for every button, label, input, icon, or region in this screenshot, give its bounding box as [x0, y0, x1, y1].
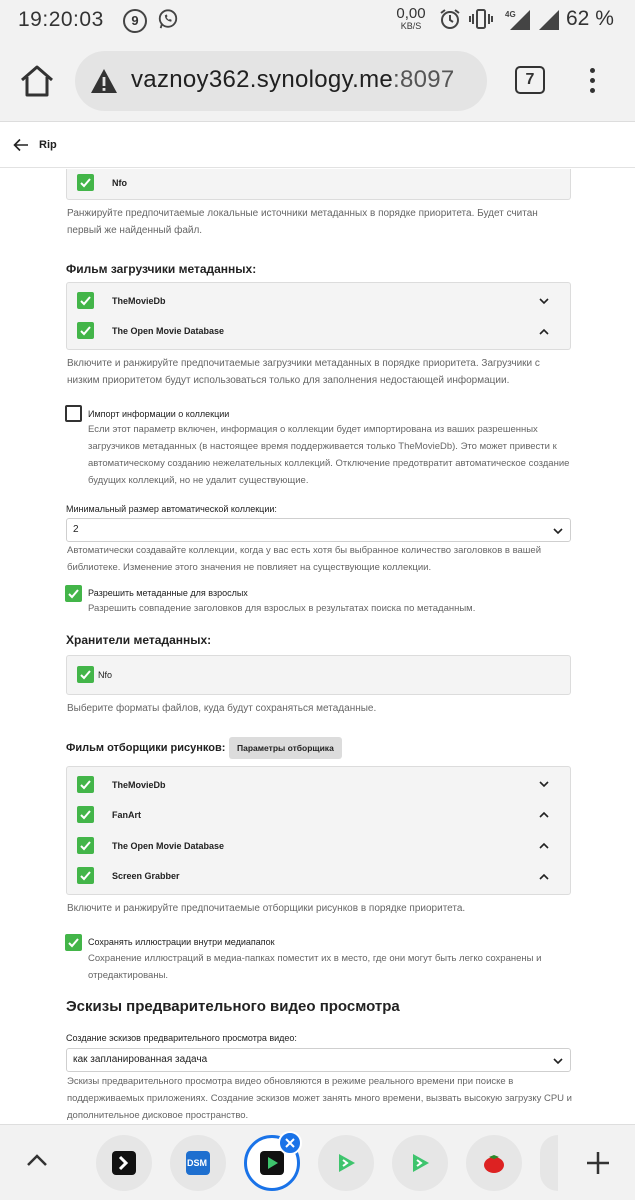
- net-speed: [391, 6, 431, 31]
- chevron-down-icon: [553, 528, 563, 535]
- tab-dsm[interactable]: [170, 1135, 226, 1191]
- fetcher-settings-button[interactable]: Параметры отборщика: [229, 737, 342, 759]
- tab-play-1[interactable]: [318, 1135, 374, 1191]
- dsm-icon: [186, 1151, 210, 1175]
- not-secure-warning-icon[interactable]: [90, 68, 118, 94]
- checkbox-downloader-omdb[interactable]: [77, 322, 94, 339]
- notification-count-badge: 9: [123, 9, 147, 33]
- check-icon: [79, 324, 92, 337]
- chevron-down-icon: [553, 1058, 563, 1065]
- image-fetchers-list: [66, 766, 571, 895]
- checkbox-fetcher-tmdb[interactable]: [77, 776, 94, 793]
- check-icon: [79, 176, 92, 189]
- min-collection-select[interactable]: [66, 518, 571, 542]
- address-bar[interactable]: [75, 51, 487, 111]
- signal-4g-icon: [504, 8, 532, 30]
- checkbox-local-nfo[interactable]: [77, 174, 94, 191]
- checkbox-adult-metadata[interactable]: [65, 585, 82, 602]
- tomato-icon: [482, 1151, 506, 1175]
- collection-import-title: Импорт информации о коллекции: [88, 409, 230, 419]
- jellyfin-icon: [260, 1151, 284, 1175]
- signal-icon: [537, 8, 561, 30]
- vibrate-icon: [469, 8, 493, 30]
- saver-label-nfo: Nfo: [98, 670, 113, 680]
- status-time: 19:20:03: [18, 8, 104, 31]
- trickplay-label: Создание эскизов предварительного просмотра видео:: [66, 1033, 297, 1043]
- tab-switcher-button[interactable]: 7: [515, 66, 545, 94]
- browser-toolbar: [0, 40, 635, 122]
- min-collection-value: 2: [73, 524, 79, 535]
- metadata-savers-help: Выберите форматы файлов, куда будут сохраняться метаданные.: [67, 703, 377, 714]
- home-icon[interactable]: [18, 62, 56, 100]
- checkbox-save-artwork[interactable]: [65, 934, 82, 951]
- downloader-label-omdb: The Open Movie Database: [112, 326, 225, 336]
- check-icon: [79, 808, 92, 821]
- play-store-icon: [334, 1151, 358, 1175]
- close-icon: [285, 1138, 295, 1148]
- back-arrow-icon[interactable]: [13, 138, 29, 152]
- checkbox-fetcher-omdb[interactable]: [77, 837, 94, 854]
- alarm-icon: [438, 8, 462, 30]
- url-host: vaznoy362.synology.me: [131, 66, 394, 93]
- checkbox-downloader-tmdb[interactable]: [77, 292, 94, 309]
- check-icon: [67, 587, 80, 600]
- adult-metadata-desc: Разрешить совпадение заголовков для взрослых в результатах поиска по метаданным.: [88, 603, 476, 614]
- trickplay-value: как запланированная задача: [73, 1054, 208, 1065]
- overflow-menu-icon[interactable]: [580, 66, 604, 96]
- battery-level: 62 %: [566, 7, 614, 30]
- close-tab-badge[interactable]: [278, 1131, 302, 1155]
- check-icon: [67, 936, 80, 949]
- check-icon: [79, 778, 92, 791]
- dsm-label: DSM: [187, 1158, 207, 1168]
- chevron-up-icon[interactable]: [26, 1153, 48, 1167]
- terminal-icon: [112, 1151, 136, 1175]
- net-speed-value: 0,00: [396, 5, 426, 22]
- fetcher-label-fanart: FanArt: [112, 810, 141, 820]
- new-tab-plus-icon[interactable]: [586, 1151, 610, 1175]
- tab-strip: [0, 1124, 635, 1200]
- metadata-savers-title: Хранители метаданных:: [66, 633, 212, 647]
- app-header: [0, 124, 635, 168]
- url-text[interactable]: [131, 66, 455, 94]
- page-title: Rip: [39, 139, 57, 151]
- check-icon: [79, 839, 92, 852]
- fetcher-label-omdb: The Open Movie Database: [112, 841, 225, 851]
- chevron-up-icon[interactable]: [539, 842, 549, 849]
- metadata-downloaders-help: Включите и ранжируйте предпочитаемые загрузчики метаданных в порядке приоритета. Загрузчики с низким приоритетом будут использоваться только для заполнения недостающей информации.: [67, 358, 540, 386]
- fetcher-label-tmdb: TheMovieDb: [112, 780, 166, 790]
- metadata-downloaders-title: Фильм загрузчики метаданных:: [66, 262, 257, 276]
- play-store-icon: [408, 1151, 432, 1175]
- min-collection-label: Минимальный размер автоматической коллекции:: [66, 504, 277, 514]
- settings-content: [0, 169, 635, 1123]
- chevron-down-icon[interactable]: [539, 298, 549, 305]
- tab-play-2[interactable]: [392, 1135, 448, 1191]
- checkbox-collection-import[interactable]: [65, 405, 82, 422]
- tab-terminal[interactable]: [96, 1135, 152, 1191]
- metadata-downloaders-list: [66, 282, 571, 350]
- adult-metadata-title: Разрешить метаданные для взрослых: [88, 588, 248, 598]
- checkbox-fetcher-fanart[interactable]: [77, 806, 94, 823]
- check-icon: [79, 668, 92, 681]
- check-icon: [79, 294, 92, 307]
- local-source-label: Nfo: [112, 178, 127, 188]
- whatsapp-icon: [157, 8, 179, 30]
- save-artwork-desc: Сохранение иллюстраций в медиа-папках поместит их в место, где они могут быть легко сохранены и отредактированы.: [88, 953, 542, 981]
- image-fetchers-title: Фильм отборщики рисунков:: [66, 742, 226, 754]
- min-collection-help: Автоматически создавайте коллекции, когда у вас есть хотя бы выбранное количество заголовков в вашей библиотеке. Изменение этого значения не повлияет на существующие коллекции.: [67, 545, 542, 573]
- status-bar: [0, 0, 635, 40]
- tab-partial[interactable]: [540, 1135, 558, 1191]
- metadata-savers-list: [66, 655, 571, 695]
- checkbox-saver-nfo[interactable]: [77, 666, 94, 683]
- check-icon: [79, 869, 92, 882]
- local-sources-list: [66, 169, 571, 200]
- save-artwork-title: Сохранять иллюстрации внутри медиапапок: [88, 937, 275, 947]
- checkbox-fetcher-screengrabber[interactable]: [77, 867, 94, 884]
- trickplay-select[interactable]: [66, 1048, 571, 1072]
- trickplay-heading: Эскизы предварительного видео просмотра: [66, 998, 400, 1015]
- downloader-label-tmdb: TheMovieDb: [112, 296, 166, 306]
- network-type-label: 4G: [505, 10, 516, 19]
- chevron-up-icon[interactable]: [539, 811, 549, 818]
- tab-tomato[interactable]: [466, 1135, 522, 1191]
- url-port: :8097: [393, 66, 455, 93]
- trickplay-help: Эскизы предварительного просмотра видео обновляются в режиме реального времени при поиске в поддерживаемых приложениях. Создание эскизов может занять много времени, вызвать высокую загрузку CPU и дополнительное дисковое пространство.: [67, 1076, 572, 1121]
- collection-import-desc: Если этот параметр включен, информация о коллекции будет импортирована из ваших разрешенных загрузчиков метаданных (в настоящее время поддерживается только TheMovieDb). Это может привести к автоматическому созданию нежелательных коллекций. Отключение предотвратит автоматическое создание будущих коллекций, но не удалит существующие.: [88, 424, 570, 486]
- chevron-up-icon[interactable]: [539, 873, 549, 880]
- chevron-down-icon[interactable]: [539, 781, 549, 788]
- chevron-up-icon[interactable]: [539, 328, 549, 335]
- image-fetchers-help: Включите и ранжируйте предпочитаемые отборщики рисунков в порядке приоритета.: [67, 903, 466, 914]
- fetcher-label-screengrabber: Screen Grabber: [112, 871, 180, 881]
- local-sources-help: Ранжируйте предпочитаемые локальные источники метаданных в порядке приоритета. Будет считан первый же найденный файл.: [67, 208, 538, 236]
- net-speed-unit: KB/S: [400, 21, 422, 31]
